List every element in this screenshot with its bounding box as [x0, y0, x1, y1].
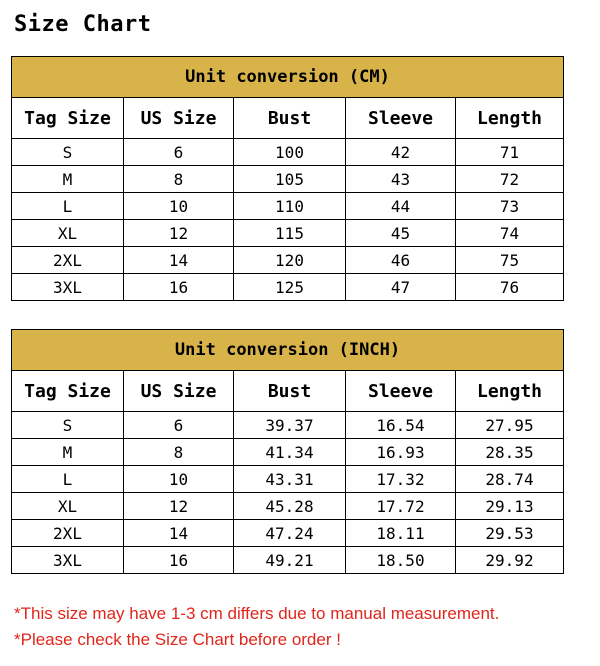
cell-bust: 47.24 [234, 520, 346, 547]
cell-sleeve: 16.93 [346, 439, 456, 466]
cell-tag-size: M [12, 439, 124, 466]
cell-sleeve: 18.11 [346, 520, 456, 547]
cell-sleeve: 44 [346, 193, 456, 220]
table-row [12, 274, 564, 301]
cell-us-size: 14 [124, 520, 234, 547]
column-header-sleeve: Sleeve [346, 371, 456, 412]
cell-us-size: 10 [124, 193, 234, 220]
size-table-inch [11, 329, 564, 574]
column-header-length: Length [456, 371, 564, 412]
check-chart-note: *Please check the Size Chart before order ! [14, 630, 341, 649]
cell-sleeve: 16.54 [346, 412, 456, 439]
cell-length: 74 [456, 220, 564, 247]
table-row [12, 493, 564, 520]
cell-bust: 41.34 [234, 439, 346, 466]
table-caption: Unit conversion (CM) [12, 57, 564, 98]
cell-us-size: 12 [124, 220, 234, 247]
cell-sleeve: 45 [346, 220, 456, 247]
size-table-cm [11, 56, 564, 301]
cell-us-size: 6 [124, 412, 234, 439]
cell-bust: 45.28 [234, 493, 346, 520]
cell-bust: 120 [234, 247, 346, 274]
table-caption-row [12, 330, 564, 371]
column-header-length: Length [456, 98, 564, 139]
cell-us-size: 10 [124, 466, 234, 493]
cell-sleeve: 46 [346, 247, 456, 274]
cell-us-size: 8 [124, 439, 234, 466]
cell-sleeve: 42 [346, 139, 456, 166]
cell-bust: 39.37 [234, 412, 346, 439]
cell-length: 75 [456, 247, 564, 274]
table-row [12, 166, 564, 193]
table-header-row [12, 371, 564, 412]
column-header-tag-size: Tag Size [12, 98, 124, 139]
cell-bust: 43.31 [234, 466, 346, 493]
table-row [12, 439, 564, 466]
cell-length: 28.74 [456, 466, 564, 493]
table-row [12, 412, 564, 439]
table-row [12, 220, 564, 247]
table-row [12, 193, 564, 220]
cell-tag-size: 3XL [12, 274, 124, 301]
cell-sleeve: 17.32 [346, 466, 456, 493]
table-row [12, 466, 564, 493]
cell-length: 27.95 [456, 412, 564, 439]
table-row [12, 547, 564, 574]
cell-bust: 49.21 [234, 547, 346, 574]
cell-us-size: 16 [124, 547, 234, 574]
cell-tag-size: XL [12, 493, 124, 520]
cell-length: 28.35 [456, 439, 564, 466]
cell-length: 29.13 [456, 493, 564, 520]
table-row [12, 139, 564, 166]
cell-us-size: 8 [124, 166, 234, 193]
cell-tag-size: S [12, 139, 124, 166]
cell-tag-size: L [12, 466, 124, 493]
cell-tag-size: 2XL [12, 247, 124, 274]
cell-us-size: 16 [124, 274, 234, 301]
cell-tag-size: XL [12, 220, 124, 247]
cell-length: 71 [456, 139, 564, 166]
cell-bust: 125 [234, 274, 346, 301]
cell-bust: 115 [234, 220, 346, 247]
column-header-us-size: US Size [124, 98, 234, 139]
cell-length: 76 [456, 274, 564, 301]
cell-bust: 100 [234, 139, 346, 166]
column-header-us-size: US Size [124, 371, 234, 412]
column-header-bust: Bust [234, 371, 346, 412]
cell-us-size: 12 [124, 493, 234, 520]
cell-us-size: 6 [124, 139, 234, 166]
cell-length: 72 [456, 166, 564, 193]
cell-tag-size: 3XL [12, 547, 124, 574]
table-row [12, 520, 564, 547]
cell-sleeve: 17.72 [346, 493, 456, 520]
measurement-note: *This size may have 1-3 cm differs due to manual measurement. [14, 604, 500, 623]
table-row [12, 247, 564, 274]
column-header-bust: Bust [234, 98, 346, 139]
cell-sleeve: 43 [346, 166, 456, 193]
table-caption: Unit conversion (INCH) [12, 330, 564, 371]
page-title: Size Chart [14, 12, 152, 37]
column-header-tag-size: Tag Size [12, 371, 124, 412]
cell-tag-size: L [12, 193, 124, 220]
cell-bust: 110 [234, 193, 346, 220]
cell-length: 29.92 [456, 547, 564, 574]
cell-length: 29.53 [456, 520, 564, 547]
cell-tag-size: M [12, 166, 124, 193]
column-header-sleeve: Sleeve [346, 98, 456, 139]
cell-length: 73 [456, 193, 564, 220]
cell-bust: 105 [234, 166, 346, 193]
table-header-row [12, 98, 564, 139]
cell-us-size: 14 [124, 247, 234, 274]
cell-sleeve: 18.50 [346, 547, 456, 574]
cell-tag-size: 2XL [12, 520, 124, 547]
cell-tag-size: S [12, 412, 124, 439]
table-caption-row [12, 57, 564, 98]
cell-sleeve: 47 [346, 274, 456, 301]
